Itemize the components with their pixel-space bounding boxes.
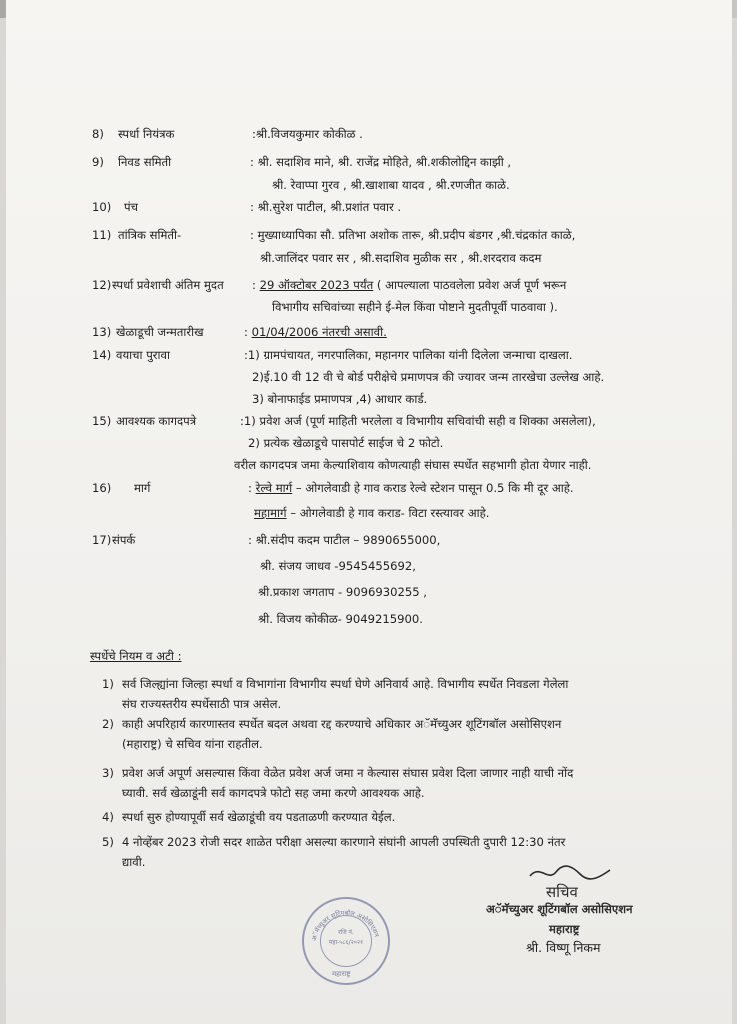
item-9-value-line2: श्री. रेवाप्पा गुरव , श्री.खाशाबा यादव , श्री.रणजीत काळे.: [272, 178, 510, 192]
signature-state: महाराष्ट्र: [549, 922, 580, 936]
item-14-value: :1) ग्रामपंचायत, नगरपालिका, महानगर पालिका यांनी दिलेला जन्माचा दाखला.: [244, 348, 573, 362]
document-page: [6, 0, 732, 1024]
seal-center-line2: महा-५८६/२०२१: [328, 939, 364, 946]
rule-5-line1: 4 नोव्हेंबर 2023 रोजी सदर शाळेत परीक्षा असल्या कारणाने संघांनी आपली उपस्थिती दुपारी 12:30 नंतर: [122, 835, 566, 849]
item-17-label: संपर्क: [112, 533, 136, 547]
item-16-label: मार्ग: [134, 481, 151, 495]
item-15-label: आवश्यक कागदपत्रे: [116, 414, 197, 428]
rule-1: [122, 674, 722, 714]
item-14-value-line3: 3) बोनाफाईड प्रमाणपत्र ,4) आधार कार्ड.: [252, 392, 428, 406]
item-16-value-2: – ओगलेवाडी हे गाव कराड- विटा रस्त्यावर आहे.: [290, 506, 490, 520]
rule-5-number: 5): [102, 835, 114, 849]
item-16-highway: महामार्ग: [254, 506, 287, 520]
rule-1-line1: सर्व जिल्ह्यांना जिल्हा स्पर्धा व विभागांना विभागीय स्पर्धा घेणे अनिवार्य आहे. विभागीय स्पर्धेत निवडला गेलेला: [122, 677, 569, 691]
rule-2-line1: काही अपरिहार्य कारणास्तव स्पर्धेत बदल अथवा रद्द करण्याचे अधिकार अॅमॅच्युअर शूटिंगबॉल असोसिएशन: [122, 717, 562, 731]
item-12-value-line2: विभागीय सचिवांच्या सहीने ई-मेल किंवा पोष्टाने मुदतीपूर्वी पाठवावा ).: [272, 300, 558, 314]
seal-bottom-text: महाराष्ट्र: [332, 970, 351, 978]
rule-2-number: 2): [102, 717, 114, 731]
item-12-value: ( आपल्याला पाठवलेला प्रवेश अर्ज पूर्ण भरून: [376, 278, 567, 292]
rule-1-line2: संघ राज्यस्तरीय स्पर्धेसाठी पात्र असेल.: [122, 697, 282, 711]
item-13-colon: :: [244, 325, 248, 339]
item-16-value: – ओगलेवाडी हे गाव कराड रेल्वे स्टेशन पासून 0.5 कि मी दूर आहे.: [295, 481, 574, 495]
item-14-label: वयाचा पुरावा: [116, 348, 171, 362]
rule-3-line1: प्रवेश अर्ज अपूर्ण असल्यास किंवा वेळेत प्रवेश अर्ज जमा न केल्यास संघास प्रवेश दिला जाणार नाही याची नोंद: [122, 766, 574, 780]
item-9-label: निवड समिती: [118, 155, 172, 169]
rule-3-number: 3): [102, 766, 114, 780]
rule-4-line1: स्पर्धा सुरु होण्यापूर्वी सर्व खेळाडूंची वय पडताळणी करण्यात येईल.: [122, 810, 396, 824]
item-17-contact-3: श्री.प्रकाश जगताप - 9096930255 ,: [258, 585, 427, 599]
item-16-value-line1: : रेल्वे मार्ग – ओगलेवाडी हे गाव कराड रेल्वे स्टेशन पासून 0.5 कि मी दूर आहे.: [248, 481, 574, 495]
item-10-number: 10): [92, 200, 112, 214]
seal-center-line1: रजि नं.: [338, 929, 354, 936]
item-10-value: : श्री.सुरेश पाटील, श्री.प्रशांत पवार .: [250, 200, 402, 214]
rule-3: [122, 763, 722, 803]
rule-4-number: 4): [102, 810, 114, 824]
item-11-label: तांत्रिक समिती-: [118, 228, 182, 242]
item-16-value-line2: [254, 506, 489, 520]
item-15-value-line3: वरील कागदपत्र जमा केल्याशिवाय कोणत्याही संघास स्पर्धेत सहभागी होता येणार नाही.: [234, 458, 592, 472]
item-12-label: स्पर्धा प्रवेशाची अंतिम मुदत: [112, 278, 224, 292]
rule-2-line2: (महाराष्ट्र) चे सचिव यांना राहतील.: [122, 737, 263, 751]
item-15-number: 15): [92, 414, 112, 428]
item-12-value-line1: : 29 ऑक्टोबर 2023 पर्यंत ( आपल्याला पाठवलेला प्रवेश अर्ज पूर्ण भरून: [252, 278, 567, 292]
association-seal: [302, 897, 390, 985]
item-12-deadline: 29 ऑक्टोबर 2023 पर्यंत: [259, 278, 374, 292]
rule-5-line2: द्यावी.: [122, 855, 146, 869]
item-14-number: 14): [92, 348, 112, 362]
rule-2: [122, 714, 722, 754]
rule-5: [122, 832, 722, 872]
rule-4: [122, 807, 722, 827]
item-9-value: : श्री. सदाशिव माने, श्री. राजेंद्र मोहिते, श्री.शकीलोद्दिन काझी ,: [250, 155, 512, 169]
rule-3-line2: घ्यावी. सर्व खेळाडूंनी सर्व कागदपत्रे फोटो सह जमा करणे आवश्यक आहे.: [122, 786, 425, 800]
item-13-value-line: [244, 325, 387, 339]
item-17-contact-1: : श्री.संदीप कदम पाटील – 9890655000,: [248, 533, 441, 547]
item-16-number: 16): [92, 481, 112, 495]
item-15-value-line2: 2) प्रत्येक खेळाडूचे पासपोर्ट साईज चे 2 फोटो.: [248, 436, 444, 450]
rule-1-number: 1): [102, 677, 114, 691]
item-8-value: :श्री.विजयकुमार कोकीळ .: [252, 127, 363, 141]
item-16-rail-route: रेल्वे मार्ग: [255, 481, 293, 495]
item-17-number: 17): [92, 533, 112, 547]
rules-heading: स्पर्धेचे नियम व अटी :: [90, 649, 182, 663]
item-10-label: पंच: [124, 200, 138, 214]
item-13-label: खेळाडूची जन्मतारीख: [116, 325, 204, 339]
item-11-value-line2: श्री.जालिंदर पवार सर , श्री.सदाशिव मुळीक सर , श्री.शरदराव कदम: [260, 251, 542, 265]
item-8-number: 8): [92, 127, 104, 141]
item-13-birthdate: 01/04/2006 नंतरची असावी.: [251, 325, 387, 339]
signature-title: सचिव: [546, 883, 578, 901]
item-17-contact-4: श्री. विजय कोकीळ- 9049215900.: [258, 612, 423, 626]
item-8-label: स्पर्धा नियंत्रक: [118, 127, 175, 141]
item-14-value-line2: 2)ई.10 वी 12 वी चे बोर्ड परीक्षेचे प्रमाणपत्र की ज्यावर जन्म तारखेचा उल्लेख आहे.: [252, 370, 605, 384]
item-12-number: 12): [92, 278, 112, 292]
item-17-contact-2: श्री. संजय जाधव -9545455692,: [260, 559, 416, 573]
signature-scribble: [526, 862, 616, 884]
seal-ring-text: अॅमॅच्युअर शूटिंगबॉल असोसिएशन: [310, 908, 381, 942]
signature-org: अॅमॅच्युअर शूटिंगबॉल असोसिएशन: [486, 902, 633, 916]
seal-center: [320, 915, 372, 967]
item-11-number: 11): [92, 228, 112, 242]
item-15-value: :1) प्रवेश अर्ज (पूर्ण माहिती भरलेला व विभागीय सचिवांची सही व शिक्का असलेला),: [240, 414, 596, 428]
signature-name: श्री. विष्णू निकम: [526, 940, 601, 955]
item-11-value: : मुख्याध्यापिका सौ. प्रतिभा अशोक तारू, श्री.प्रदीप बंडगर ,श्री.चंद्रकांत काळे,: [250, 228, 576, 242]
item-13-number: 13): [92, 325, 112, 339]
item-9-number: 9): [92, 155, 104, 169]
